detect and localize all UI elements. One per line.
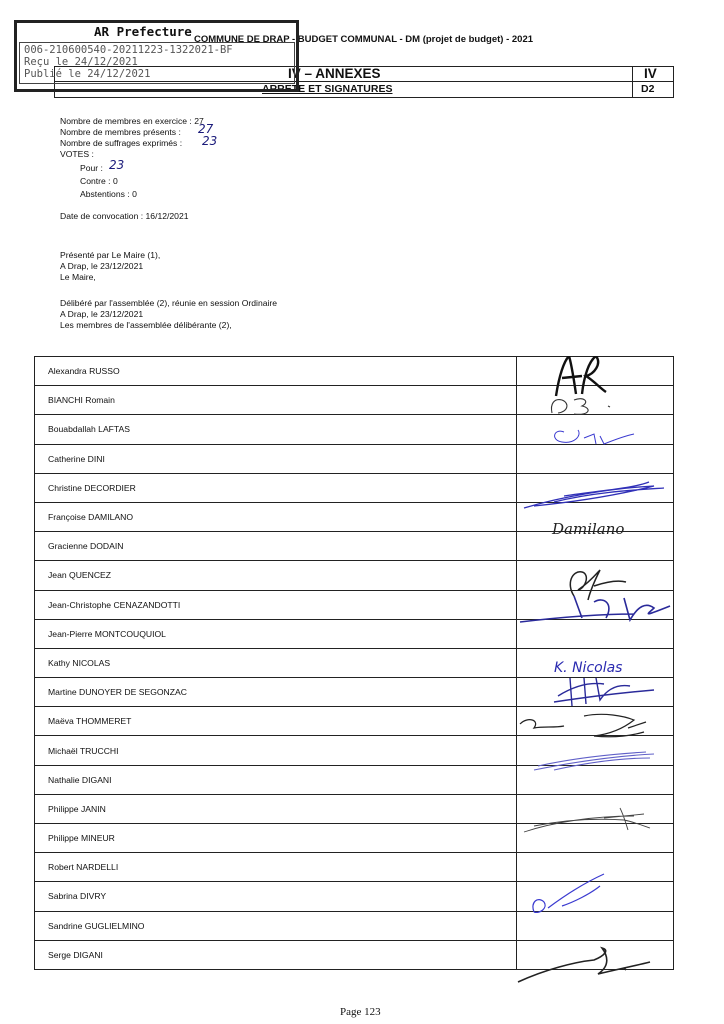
- signature-cell: [517, 853, 674, 882]
- signature-cell: [517, 619, 674, 648]
- signature-cell: [517, 386, 674, 415]
- section-title: IV – ANNEXES: [288, 66, 381, 81]
- table-row: [35, 473, 674, 502]
- table-row: [35, 824, 674, 853]
- table-row: [35, 532, 674, 561]
- document-title: COMMUNE DE DRAP - BUDGET COMMUNAL - DM (projet de budget) - 2021: [194, 34, 534, 45]
- signature-nicolas: K. Nicolas: [554, 660, 623, 676]
- members-present-value: 27: [198, 122, 214, 136]
- stamp-received-date: Reçu le 24/12/2021: [24, 56, 138, 68]
- table-row: [35, 853, 674, 882]
- signature-cell: [517, 824, 674, 853]
- signature-cell: [517, 444, 674, 473]
- table-row: [35, 386, 674, 415]
- signature-cell: [517, 473, 674, 502]
- votes-for-label: Pour :: [80, 163, 103, 173]
- member-name: Jean QUENCEZ: [35, 561, 517, 590]
- table-row: [35, 444, 674, 473]
- signature-cell: [517, 502, 674, 531]
- member-name: Christine DECORDIER: [35, 473, 517, 502]
- signature-cell: [517, 736, 674, 765]
- table-row: [35, 561, 674, 590]
- deliberated-place-date: A Drap, le 23/12/2021: [60, 309, 144, 319]
- members-in-office: Nombre de membres en exercice : 27: [60, 116, 204, 126]
- table-row: [35, 940, 674, 969]
- subsection-code: D2: [641, 83, 655, 95]
- signature-cell: [517, 678, 674, 707]
- table-row: [35, 882, 674, 911]
- section-code: IV: [644, 66, 657, 81]
- table-row: [35, 707, 674, 736]
- table-row: [35, 736, 674, 765]
- member-name: Sandrine GUGLIELMINO: [35, 911, 517, 940]
- page-number: Page 123: [340, 1006, 381, 1018]
- votes-against: Contre : 0: [80, 176, 118, 186]
- votes-label: VOTES :: [60, 149, 94, 159]
- member-name: Gracienne DODAIN: [35, 532, 517, 561]
- signature-cell: [517, 415, 674, 444]
- table-row: [35, 357, 674, 386]
- convocation-date: Date de convocation : 16/12/2021: [60, 211, 189, 221]
- member-name: Martine DUNOYER DE SEGONZAC: [35, 678, 517, 707]
- signature-cell: [517, 357, 674, 386]
- member-name: Philippe MINEUR: [35, 824, 517, 853]
- member-name: BIANCHI Romain: [35, 386, 517, 415]
- signature-cell: [517, 765, 674, 794]
- table-row: [35, 794, 674, 823]
- signature-cell: [517, 794, 674, 823]
- votes-cast-value: 23: [202, 134, 218, 148]
- member-name: Sabrina DIVRY: [35, 882, 517, 911]
- header-code-divider: [632, 66, 633, 98]
- signature-cell: [517, 561, 674, 590]
- table-row: [35, 911, 674, 940]
- votes-abstentions: Abstentions : 0: [80, 189, 137, 199]
- member-name: Robert NARDELLI: [35, 853, 517, 882]
- member-name: Bouabdallah LAFTAS: [35, 415, 517, 444]
- member-name: Catherine DINI: [35, 444, 517, 473]
- table-row: [35, 765, 674, 794]
- deliberated-by: Délibéré par l'assemblée (2), réunie en session Ordinaire: [60, 298, 278, 308]
- presented-by: Présenté par Le Maire (1),: [60, 250, 161, 260]
- stamp-published-date: Publié le 24/12/2021: [24, 68, 151, 80]
- member-name: Kathy NICOLAS: [35, 648, 517, 677]
- subsection-title: ARRETE ET SIGNATURES: [262, 83, 393, 95]
- votes-for-value: 23: [109, 158, 125, 172]
- member-name: Jean-Pierre MONTCOUQUIOL: [35, 619, 517, 648]
- member-name: Maëva THOMMERET: [35, 707, 517, 736]
- member-name: Françoise DAMILANO: [35, 502, 517, 531]
- stamp-reference: 006-210600540-20211223-1322021-BF: [24, 44, 233, 56]
- presented-mayor: Le Maire,: [60, 272, 96, 282]
- assembly-members-label: Les membres de l'assemblée délibérante (2),: [60, 320, 232, 330]
- member-name: Alexandra RUSSO: [35, 357, 517, 386]
- members-present-label: Nombre de membres présents :: [60, 127, 181, 137]
- table-row: [35, 678, 674, 707]
- signature-cell: [517, 911, 674, 940]
- table-row: [35, 648, 674, 677]
- member-name: Jean-Christophe CENAZANDOTTI: [35, 590, 517, 619]
- signature-cell: [517, 882, 674, 911]
- votes-cast-label: Nombre de suffrages exprimés :: [60, 138, 183, 148]
- signature-cell: [517, 532, 674, 561]
- signature-cell: [517, 590, 674, 619]
- table-row: [35, 619, 674, 648]
- member-name: Michaël TRUCCHI: [35, 736, 517, 765]
- signature-cell: [517, 707, 674, 736]
- table-row: [35, 502, 674, 531]
- table-row: [35, 590, 674, 619]
- signature-cell: [517, 648, 674, 677]
- stamp-title: AR Prefecture: [94, 24, 192, 39]
- signature-table: [34, 356, 674, 970]
- member-name: Nathalie DIGANI: [35, 765, 517, 794]
- table-row: [35, 415, 674, 444]
- member-name: Serge DIGANI: [35, 940, 517, 969]
- signature-cell: [517, 940, 674, 969]
- member-name: Philippe JANIN: [35, 794, 517, 823]
- presented-place-date: A Drap, le 23/12/2021: [60, 261, 144, 271]
- signature-damilano: Damilano: [552, 520, 625, 538]
